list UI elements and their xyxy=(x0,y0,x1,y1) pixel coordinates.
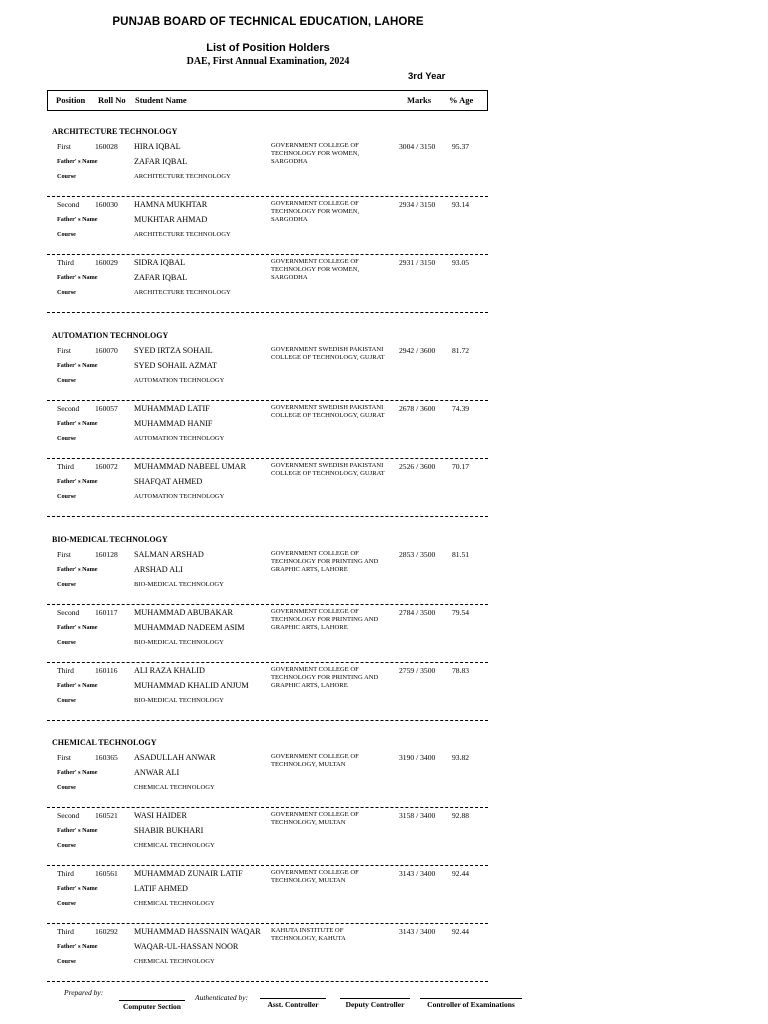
board-title: PUNJAB BOARD OF TECHNICAL EDUCATION, LAHORE xyxy=(112,16,424,28)
father-name-label: Father' s Name xyxy=(57,362,98,369)
student-name-value: HAMNA MUKHTAR xyxy=(134,200,208,209)
father-name-value: ZAFAR IQBAL xyxy=(134,273,188,282)
course-value: CHEMICAL TECHNOLOGY xyxy=(134,784,215,791)
roll-no-value: 160030 xyxy=(95,200,118,209)
roll-no-value: 160070 xyxy=(95,346,118,355)
column-roll-no: Roll No xyxy=(98,95,126,105)
marks-value: 2759 / 3500 xyxy=(399,666,436,675)
marks-value: 2942 / 3600 xyxy=(399,346,436,355)
deputy-controller-signature: Deputy Controller xyxy=(340,998,410,1009)
percentage-value: 78.83 xyxy=(452,666,470,675)
course-value: AUTOMATION TECHNOLOGY xyxy=(134,377,225,384)
marks-value: 2934 / 3150 xyxy=(399,200,436,209)
father-name-value: MUKHTAR AHMAD xyxy=(134,215,208,224)
marks-value: 2678 / 3600 xyxy=(399,404,436,413)
course-label: Course xyxy=(57,435,76,442)
course-label: Course xyxy=(57,581,76,588)
position-value: Third xyxy=(57,666,74,675)
college-value: GOVERNMENT SWEDISH PAKISTANI COLLEGE OF TECHNOLOGY, GUJRAT xyxy=(271,404,385,420)
position-value: First xyxy=(57,753,71,762)
position-value: Second xyxy=(57,404,80,413)
percentage-value: 92.44 xyxy=(452,927,470,936)
course-value: BIO-MEDICAL TECHNOLOGY xyxy=(134,639,224,646)
course-label: Course xyxy=(57,289,76,296)
record-separator xyxy=(47,516,488,517)
marks-value: 3143 / 3400 xyxy=(399,927,436,936)
father-name-label: Father' s Name xyxy=(57,420,98,427)
course-label: Course xyxy=(57,493,76,500)
college-value: KAHUTA INSTITUTE OF TECHNOLOGY, KAHUTA xyxy=(271,927,346,943)
father-name-value: MUHAMMAD KHALID ANJUM xyxy=(134,681,249,690)
position-value: Third xyxy=(57,462,74,471)
computer-section-signature: Computer Section xyxy=(119,1000,185,1011)
roll-no-value: 160561 xyxy=(95,869,118,878)
student-name-value: SALMAN ARSHAD xyxy=(134,550,204,559)
column-marks: Marks xyxy=(407,95,432,105)
position-value: Third xyxy=(57,869,74,878)
father-name-label: Father' s Name xyxy=(57,566,98,573)
section-title: BIO-MEDICAL TECHNOLOGY xyxy=(52,535,168,544)
roll-no-value: 160029 xyxy=(95,258,118,267)
record-separator xyxy=(47,865,488,866)
father-name-label: Father' s Name xyxy=(57,769,98,776)
college-value: GOVERNMENT COLLEGE OF TECHNOLOGY FOR WOMEN, SARGODHA xyxy=(271,258,360,282)
record-separator xyxy=(47,923,488,924)
marks-value: 2853 / 3500 xyxy=(399,550,436,559)
authenticated-by-label: Authenticated by: xyxy=(195,993,249,1002)
father-name-label: Father' s Name xyxy=(57,478,98,485)
student-name-value: SYED IRTZA SOHAIL xyxy=(134,346,213,355)
column-percentage: % Age xyxy=(449,95,474,105)
marks-value: 3004 / 3150 xyxy=(399,142,436,151)
course-value: ARCHITECTURE TECHNOLOGY xyxy=(134,231,231,238)
roll-no-value: 160292 xyxy=(95,927,118,936)
father-name-value: WAQAR-UL-HASSAN NOOR xyxy=(134,942,239,951)
father-name-value: ZAFAR IQBAL xyxy=(134,157,188,166)
course-value: AUTOMATION TECHNOLOGY xyxy=(134,435,225,442)
course-value: CHEMICAL TECHNOLOGY xyxy=(134,842,215,849)
column-position: Position xyxy=(56,95,86,105)
student-name-value: HIRA IQBAL xyxy=(134,142,181,151)
position-value: First xyxy=(57,346,71,355)
father-name-label: Father' s Name xyxy=(57,682,98,689)
record-separator xyxy=(47,254,488,255)
father-name-value: SHAFQAT AHMED xyxy=(134,477,203,486)
percentage-value: 95.37 xyxy=(452,142,470,151)
position-holder-record xyxy=(52,200,488,258)
father-name-label: Father' s Name xyxy=(57,885,98,892)
course-value: BIO-MEDICAL TECHNOLOGY xyxy=(134,581,224,588)
position-holder-record xyxy=(52,753,488,811)
position-value: Third xyxy=(57,927,74,936)
marks-value: 3158 / 3400 xyxy=(399,811,436,820)
position-value: Third xyxy=(57,258,74,267)
student-name-value: WASI HAIDER xyxy=(134,811,187,820)
course-value: CHEMICAL TECHNOLOGY xyxy=(134,958,215,965)
roll-no-value: 160128 xyxy=(95,550,118,559)
position-holder-record xyxy=(52,142,488,200)
course-label: Course xyxy=(57,173,76,180)
college-value: GOVERNMENT COLLEGE OF TECHNOLOGY, MULTAN xyxy=(271,811,359,827)
percentage-value: 92.88 xyxy=(452,811,470,820)
college-value: GOVERNMENT COLLEGE OF TECHNOLOGY FOR PRINTING AND GRAPHIC ARTS, LAHORE xyxy=(271,608,379,632)
course-value: AUTOMATION TECHNOLOGY xyxy=(134,493,225,500)
course-value: ARCHITECTURE TECHNOLOGY xyxy=(134,289,231,296)
list-title: List of Position Holders xyxy=(206,42,330,54)
position-value: Second xyxy=(57,811,80,820)
position-holder-record xyxy=(52,608,488,666)
roll-no-value: 160072 xyxy=(95,462,118,471)
position-holder-record xyxy=(52,811,488,869)
college-value: GOVERNMENT COLLEGE OF TECHNOLOGY, MULTAN xyxy=(271,869,359,885)
college-value: GOVERNMENT SWEDISH PAKISTANI COLLEGE OF TECHNOLOGY, GUJRAT xyxy=(271,346,385,362)
record-separator xyxy=(47,807,488,808)
section-title: CHEMICAL TECHNOLOGY xyxy=(52,738,157,747)
father-name-value: LATIF AHMED xyxy=(134,884,188,893)
father-name-value: ANWAR ALI xyxy=(134,768,180,777)
student-name-value: ALI RAZA KHALID xyxy=(134,666,205,675)
roll-no-value: 160116 xyxy=(95,666,118,675)
father-name-label: Father' s Name xyxy=(57,943,98,950)
section-title: ARCHITECTURE TECHNOLOGY xyxy=(52,127,178,136)
position-holder-record xyxy=(52,927,488,985)
percentage-value: 74.39 xyxy=(452,404,470,413)
father-name-value: SHABIR BUKHARI xyxy=(134,826,204,835)
college-value: GOVERNMENT COLLEGE OF TECHNOLOGY, MULTAN xyxy=(271,753,359,769)
college-value: GOVERNMENT SWEDISH PAKISTANI COLLEGE OF TECHNOLOGY, GUJRAT xyxy=(271,462,385,478)
marks-value: 2931 / 3150 xyxy=(399,258,436,267)
percentage-value: 81.72 xyxy=(452,346,470,355)
father-name-value: MUHAMMAD HANIF xyxy=(134,419,213,428)
record-separator xyxy=(47,400,488,401)
course-label: Course xyxy=(57,231,76,238)
college-value: GOVERNMENT COLLEGE OF TECHNOLOGY FOR PRINTING AND GRAPHIC ARTS, LAHORE xyxy=(271,666,379,690)
college-value: GOVERNMENT COLLEGE OF TECHNOLOGY FOR PRINTING AND GRAPHIC ARTS, LAHORE xyxy=(271,550,379,574)
percentage-value: 79.54 xyxy=(452,608,470,617)
course-label: Course xyxy=(57,842,76,849)
column-header-row xyxy=(47,90,488,111)
student-name-value: MUHAMMAD LATIF xyxy=(134,404,210,413)
student-name-value: SIDRA IQBAL xyxy=(134,258,186,267)
marks-value: 2526 / 3600 xyxy=(399,462,436,471)
position-value: First xyxy=(57,550,71,559)
roll-no-value: 160028 xyxy=(95,142,118,151)
father-name-value: MUHAMMAD NADEEM ASIM xyxy=(134,623,245,632)
position-value: First xyxy=(57,142,71,151)
father-name-label: Father' s Name xyxy=(57,274,98,281)
position-holder-record xyxy=(52,404,488,462)
percentage-value: 93.05 xyxy=(452,258,470,267)
column-student-name: Student Name xyxy=(135,95,187,105)
father-name-value: SYED SOHAIL AZMAT xyxy=(134,361,217,370)
father-name-label: Father' s Name xyxy=(57,158,98,165)
marks-value: 2784 / 3500 xyxy=(399,608,436,617)
exam-title: DAE, First Annual Examination, 2024 xyxy=(186,56,350,67)
course-label: Course xyxy=(57,900,76,907)
marks-value: 3143 / 3400 xyxy=(399,869,436,878)
course-value: ARCHITECTURE TECHNOLOGY xyxy=(134,173,231,180)
record-separator xyxy=(47,604,488,605)
course-label: Course xyxy=(57,958,76,965)
college-value: GOVERNMENT COLLEGE OF TECHNOLOGY FOR WOMEN, SARGODHA xyxy=(271,142,360,166)
controller-of-examinations-signature: Controller of Examinations xyxy=(420,998,522,1009)
father-name-label: Father' s Name xyxy=(57,624,98,631)
percentage-value: 70.17 xyxy=(452,462,470,471)
student-name-value: MUHAMMAD NABEEL UMAR xyxy=(134,462,247,471)
percentage-value: 93.14 xyxy=(452,200,470,209)
course-label: Course xyxy=(57,697,76,704)
percentage-value: 92.44 xyxy=(452,869,470,878)
position-holder-record xyxy=(52,346,488,404)
student-name-value: MUHAMMAD ABUBAKAR xyxy=(134,608,233,617)
student-name-value: MUHAMMAD HASSNAIN WAQAR xyxy=(134,927,261,936)
prepared-by-label: Prepared by: xyxy=(64,988,104,997)
section-title: AUTOMATION TECHNOLOGY xyxy=(52,331,169,340)
record-separator xyxy=(47,196,488,197)
position-holder-record xyxy=(52,666,488,724)
student-name-value: MUHAMMAD ZUNAIR LATIF xyxy=(134,869,243,878)
course-label: Course xyxy=(57,377,76,384)
father-name-label: Father' s Name xyxy=(57,827,98,834)
record-separator xyxy=(47,312,488,313)
asst-controller-signature: Asst. Controller xyxy=(260,998,326,1009)
record-separator xyxy=(47,662,488,663)
position-holder-record xyxy=(52,258,488,316)
marks-value: 3190 / 3400 xyxy=(399,753,436,762)
record-separator xyxy=(47,981,488,982)
college-value: GOVERNMENT COLLEGE OF TECHNOLOGY FOR WOMEN, SARGODHA xyxy=(271,200,360,224)
record-separator xyxy=(47,720,488,721)
roll-no-value: 160521 xyxy=(95,811,118,820)
percentage-value: 93.82 xyxy=(452,753,470,762)
course-value: BIO-MEDICAL TECHNOLOGY xyxy=(134,697,224,704)
position-value: Second xyxy=(57,608,80,617)
year-label: 3rd Year xyxy=(408,71,446,82)
position-value: Second xyxy=(57,200,80,209)
percentage-value: 81.51 xyxy=(452,550,470,559)
course-value: CHEMICAL TECHNOLOGY xyxy=(134,900,215,907)
position-holder-record xyxy=(52,869,488,927)
record-separator xyxy=(47,458,488,459)
roll-no-value: 160057 xyxy=(95,404,118,413)
position-holder-record xyxy=(52,462,488,520)
roll-no-value: 160365 xyxy=(95,753,118,762)
student-name-value: ASADULLAH ANWAR xyxy=(134,753,216,762)
course-label: Course xyxy=(57,784,76,791)
roll-no-value: 160117 xyxy=(95,608,118,617)
course-label: Course xyxy=(57,639,76,646)
father-name-value: ARSHAD ALI xyxy=(134,565,183,574)
father-name-label: Father' s Name xyxy=(57,216,98,223)
position-holder-record xyxy=(52,550,488,608)
